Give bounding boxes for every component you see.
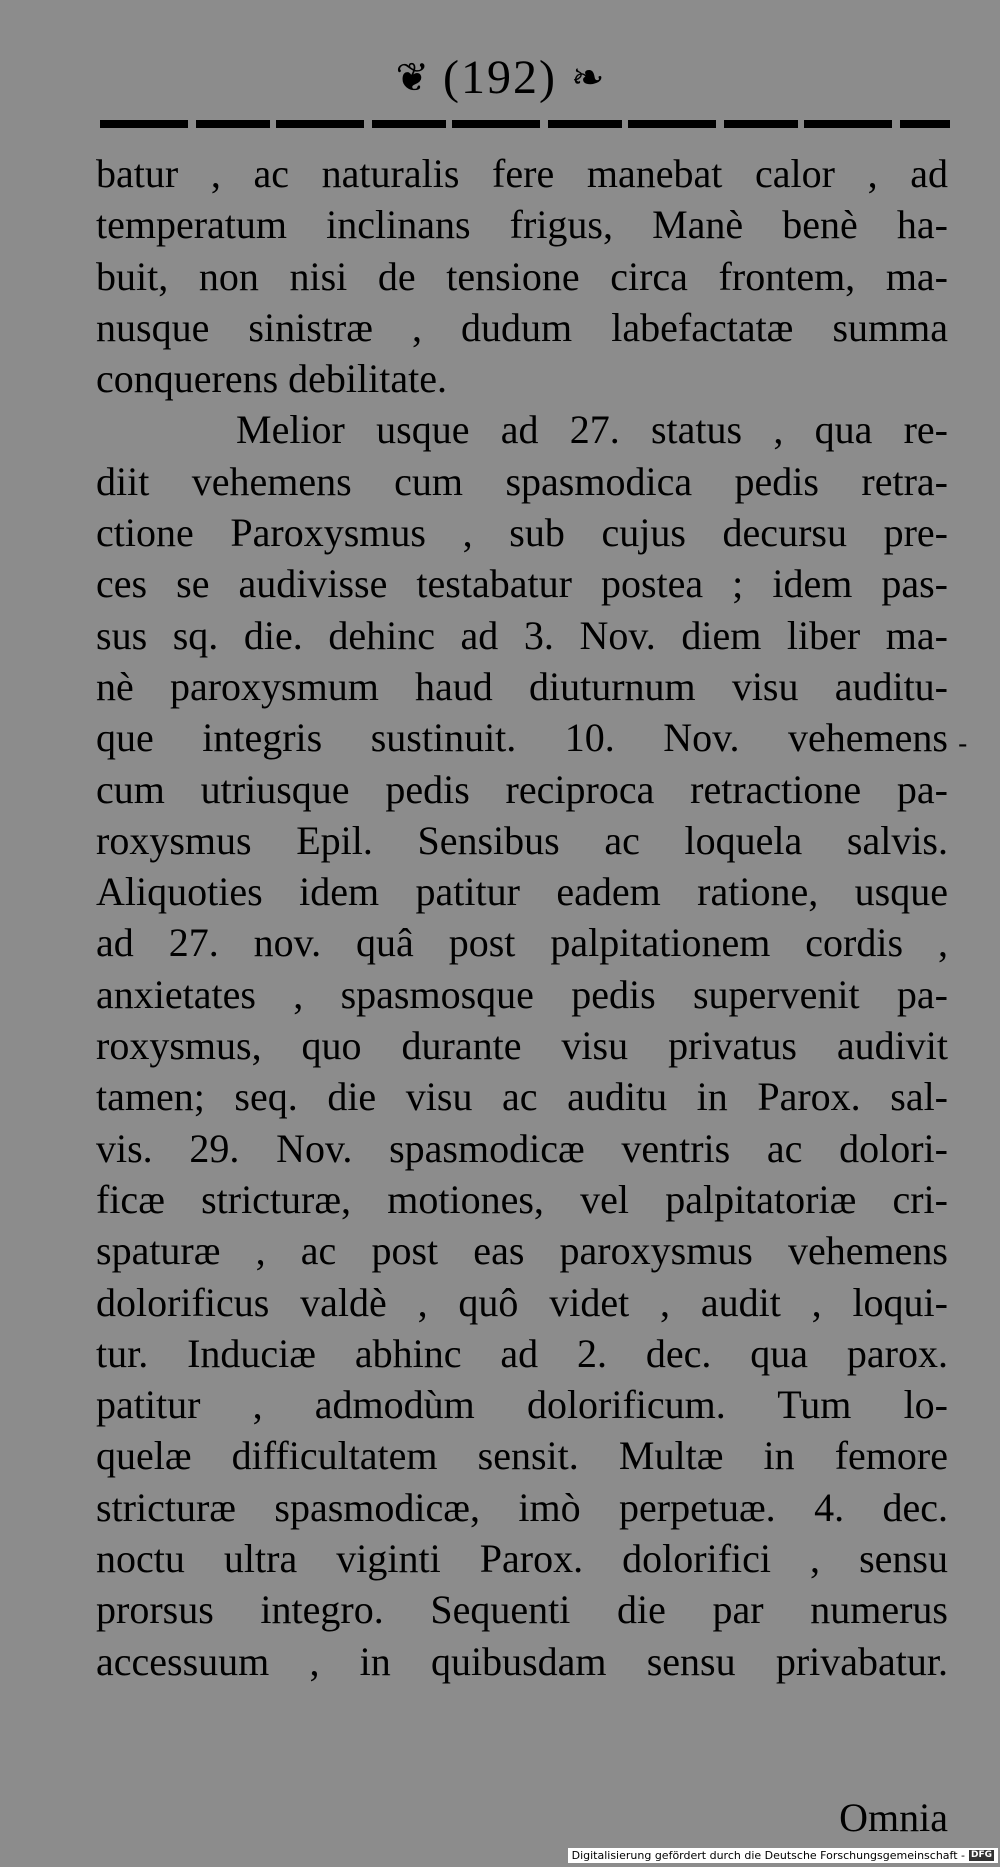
- text-line: vis. 29. Nov. spasmodicæ ventris ac dolori-: [96, 1125, 948, 1171]
- text-line: ctione Paroxysmus , sub cujus decursu pre-: [96, 510, 948, 556]
- digitization-credit: [568, 1848, 998, 1863]
- text-line: diit vehemens cum spasmodica pedis retra-: [96, 458, 948, 504]
- text-line: batur , ac naturalis fere manebat calor , ad: [96, 151, 948, 196]
- text-line: prorsus integro. Sequenti die par numerus: [96, 1587, 948, 1633]
- text-line: noctu ultra viginti Parox. dolorifici , sensu: [96, 1536, 948, 1582]
- text-line: que integris sustinuit. 10. Nov. vehemens: [96, 715, 948, 761]
- text-line: quelæ difficultatem sensit. Multæ in femore: [96, 1433, 948, 1479]
- text-line: Aliquoties idem patitur eadem ratione, usque: [96, 869, 948, 915]
- text-line: nè paroxysmum haud diuturnum visu auditu-: [96, 663, 948, 709]
- text-line: tur. Induciæ abhinc ad 2. dec. qua parox.: [96, 1330, 948, 1376]
- text-line: cum utriusque pedis reciproca retractione pa-: [96, 766, 948, 812]
- text-line: nusque sinistræ , dudum labefactatæ summa: [96, 304, 948, 350]
- header-rule: [100, 120, 950, 128]
- left-ornament-icon: ❦: [395, 55, 430, 101]
- text-line: conquerens debilitate.: [96, 356, 447, 402]
- margin-mark: -: [958, 727, 968, 760]
- text-line: roxysmus, quo durante visu privatus audivit: [96, 1023, 948, 1069]
- right-ornament-icon: ❧: [570, 55, 605, 101]
- text-line: sus sq. die. dehinc ad 3. Nov. diem liber ma-: [96, 612, 948, 658]
- text-line: buit, non nisi de tensione circa frontem, ma-: [96, 253, 948, 299]
- text-line: dolorificus valdè , quô videt , audit , loqui-: [96, 1279, 948, 1325]
- text-line: ces se audivisse testabatur postea ; idem pas-: [96, 561, 948, 607]
- text-line: spaturæ , ac post eas paroxysmus vehemens: [96, 1228, 948, 1274]
- dfg-logo: DFG: [970, 1850, 992, 1860]
- text-line: stricturæ spasmodicæ, imò perpetuæ. 4. dec.: [96, 1484, 948, 1530]
- text-line: roxysmus Epil. Sensibus ac loquela salvis.: [96, 817, 948, 863]
- text-line: ficæ stricturæ, motiones, vel palpitatoriæ cri-: [96, 1176, 948, 1222]
- text-line: Melior usque ad 27. status , qua re-: [236, 407, 948, 453]
- credit-text: Digitalisierung gefördert durch die Deutsche Forschungsgemeinschaft -: [571, 1849, 965, 1862]
- text-line: accessuum , in quibusdam sensu privabatur.: [96, 1638, 948, 1684]
- text-line: anxietates , spasmosque pedis supervenit pa-: [96, 971, 948, 1017]
- text-line: ad 27. nov. quâ post palpitationem cordis ,: [96, 920, 948, 966]
- page-number: (192): [443, 51, 557, 104]
- page-header: [0, 48, 1000, 108]
- text-line: tamen; seq. die visu ac auditu in Parox. sal-: [96, 1074, 948, 1120]
- catchword: Omnia: [839, 1795, 948, 1840]
- text-line: patitur , admodùm dolorificum. Tum lo-: [96, 1382, 948, 1428]
- text-line: temperatum inclinans frigus, Manè benè ha-: [96, 202, 948, 248]
- body-text: [96, 148, 948, 1687]
